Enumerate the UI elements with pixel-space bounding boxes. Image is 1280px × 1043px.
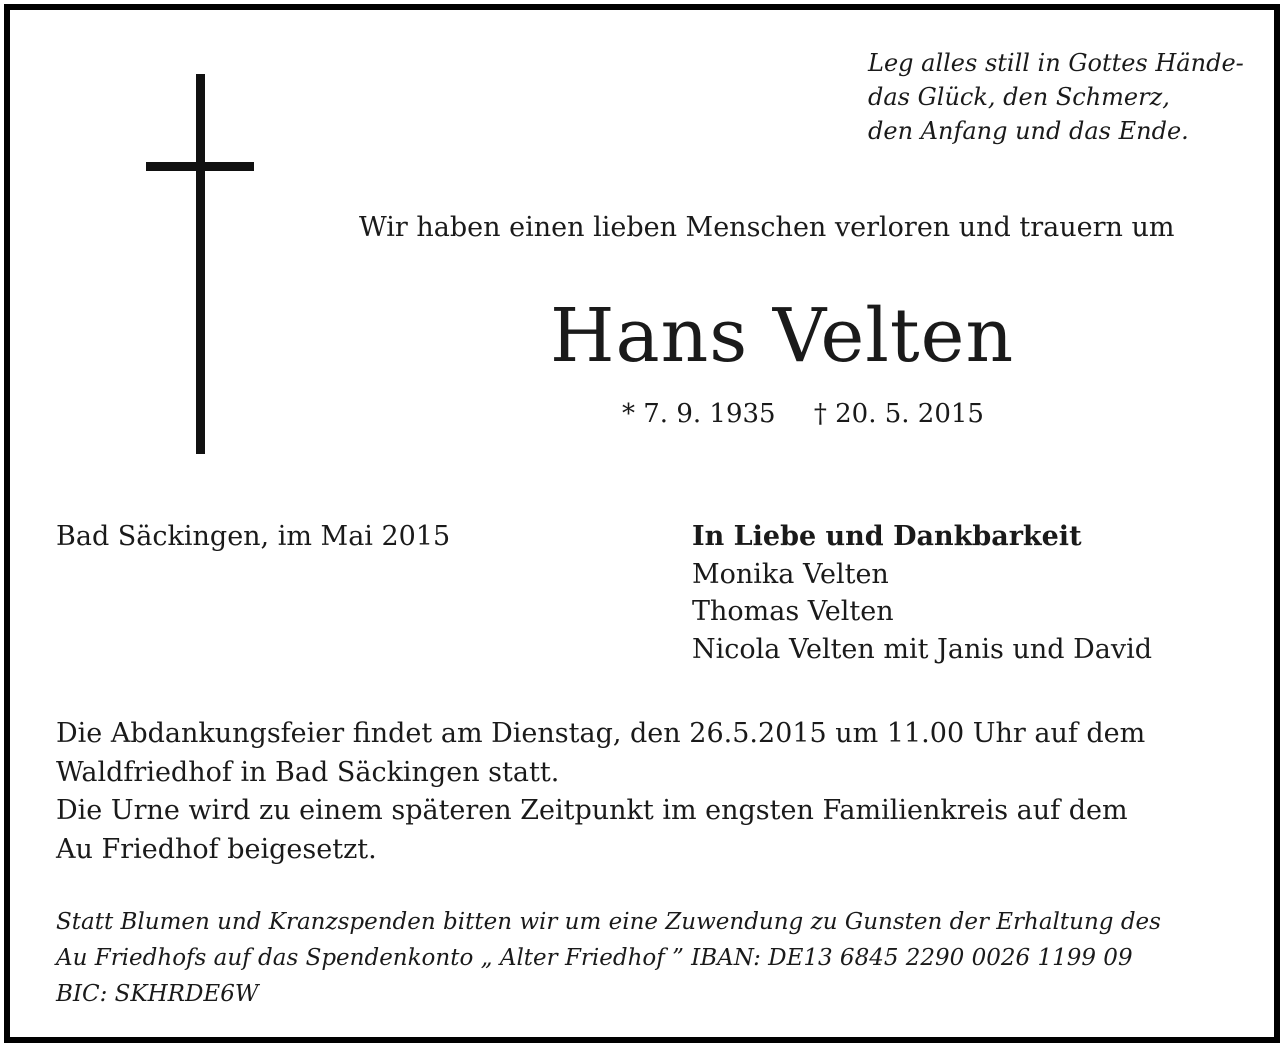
- ceremony-line: Waldfriedhof in Bad Säckingen statt.: [56, 756, 560, 788]
- donation-line: BIC: SKHRDE6W: [56, 981, 259, 1007]
- death-date: † 20. 5. 2015: [813, 399, 984, 429]
- ceremony-line: Die Urne wird zu einem späteren Zeitpunkt im engsten Familienkreis auf dem: [56, 795, 1128, 826]
- donation-line: Au Friedhofs auf das Spendenkonto „ Alter Friedhof ” IBAN: DE13 6845 2290 0026 1199 09: [56, 945, 1133, 971]
- donation-line: Statt Blumen und Kranzspenden bitten wir um eine Zuwendung zu Gunsten der Erhaltung des: [56, 909, 1161, 935]
- motto-line: das Glück, den Schmerz,: [868, 83, 1170, 111]
- mourner-name: Thomas Velten: [692, 596, 894, 627]
- donation-request: [56, 904, 1246, 1012]
- place-and-date: Bad Säckingen, im Mai 2015: [56, 521, 451, 552]
- intro-text: Wir haben einen lieben Menschen verloren und trauern um: [359, 212, 1175, 243]
- cross-vertical-bar: [196, 74, 205, 454]
- motto-verse: [868, 46, 1244, 148]
- deceased-name: Hans Velten: [550, 293, 1015, 379]
- motto-line: Leg alles still in Gottes Hände-: [868, 49, 1244, 77]
- mourner-name: Nicola Velten mit Janis und David: [692, 633, 1153, 665]
- birth-date: * 7. 9. 1935: [622, 399, 776, 429]
- life-dates: [622, 396, 984, 432]
- mourners-block: [692, 518, 1152, 668]
- ceremony-info: [56, 715, 1246, 869]
- ceremony-line: Au Friedhof beigesetzt.: [56, 833, 377, 865]
- cross-horizontal-bar: [146, 162, 254, 171]
- mourners-heading: In Liebe und Dankbarkeit: [692, 521, 1082, 552]
- mourner-name: Monika Velten: [692, 558, 889, 590]
- ceremony-line: Die Abdankungsfeier findet am Dienstag, den 26.5.2015 um 11.00 Uhr auf dem: [56, 718, 1146, 749]
- motto-line: den Anfang und das Ende.: [868, 117, 1189, 145]
